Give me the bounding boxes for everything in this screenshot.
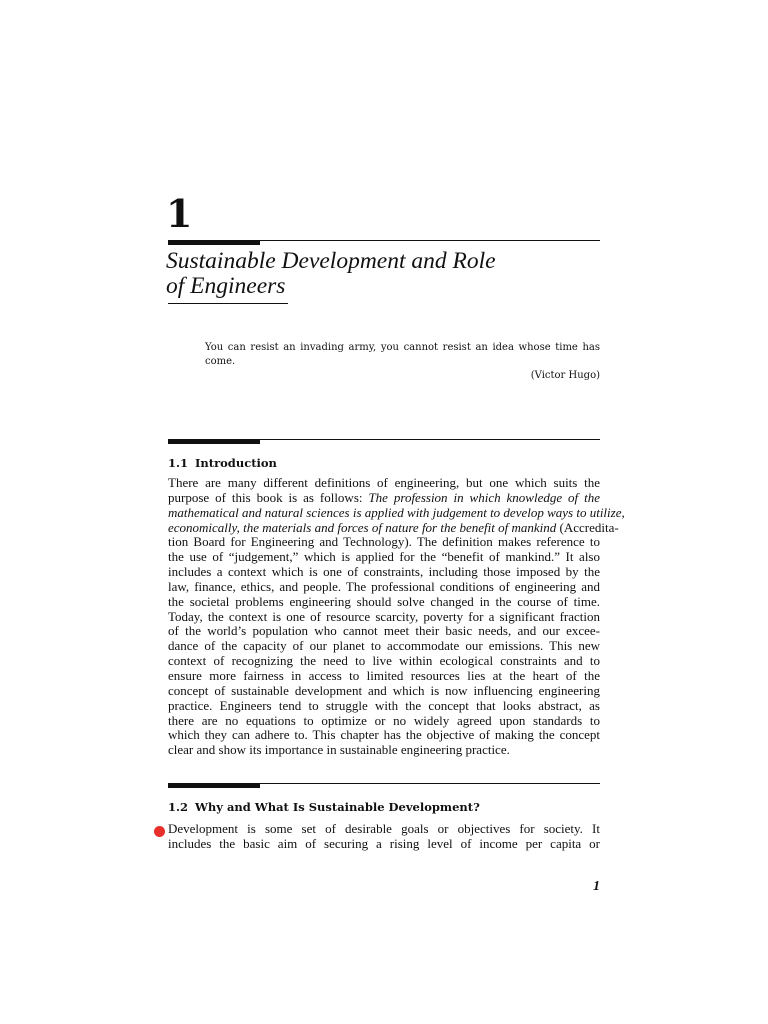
text-line (168, 684, 600, 699)
italic-definition-text: mathematical and natural sciences is applied with judgement to develop ways to utilize, (168, 504, 625, 520)
text-line (168, 504, 625, 521)
epigraph-attribution: (Victor Hugo) (530, 370, 600, 381)
text-segment: of the world’s population who cannot meet their basic needs, and our excee- (168, 623, 600, 639)
section-2-heading (168, 799, 480, 815)
text-segment: practice. Engineers tend to struggle with the concept that looks abstract, as (168, 697, 600, 713)
section-1-number: 1.1 (168, 456, 189, 470)
text-line (168, 519, 619, 536)
text-segment: tion Board for Engineering and Technology). The definition makes reference to (168, 534, 600, 550)
rule-thin-segment (260, 439, 600, 440)
italic-definition-text: economically, the materials and forces of nature for the benefit of mankind (168, 519, 557, 535)
text-line (168, 639, 600, 654)
text-line (168, 624, 600, 639)
text-line (168, 743, 600, 758)
text-line (168, 491, 600, 506)
text-segment: Today, the context is one of resource scarcity, poverty for a significant fraction (168, 608, 600, 624)
page-number: 1 (593, 879, 600, 894)
text-segment: the societal problems engineering should solve changed in the course of time. (168, 593, 600, 609)
section-2-body (168, 822, 600, 852)
section-2-number: 1.2 (168, 800, 189, 814)
text-line (168, 565, 600, 580)
text-segment: law, finance, ethics, and people. The professional conditions of engineering and (168, 578, 600, 594)
text-segment: dance of the capacity of our planet to accommodate our emissions. This new (168, 638, 600, 654)
rule-thin-segment (260, 783, 600, 784)
text-line (168, 714, 600, 729)
rule-thick-segment (168, 439, 260, 444)
section-1-heading (168, 455, 277, 471)
text-segment: includes a context which is one of constraints, including those imposed by the (168, 564, 600, 580)
chapter-title-underline (168, 303, 288, 304)
text-segment: There are many different definitions of engineering, but one which suits the (168, 475, 600, 490)
text-line (168, 669, 600, 684)
text-segment: the use of “judgement,” which is applied for the “benefit of mankind.” It also (168, 549, 600, 565)
rule-thin-segment (260, 240, 600, 241)
chapter-number: 1 (166, 191, 193, 236)
text-segment: purpose of this book is as follows: (168, 489, 369, 505)
chapter-title-line-2: of Engineers (166, 273, 286, 299)
chapter-title (166, 249, 606, 299)
text-line (168, 837, 600, 852)
text-line (168, 822, 600, 837)
section-1-body (168, 475, 625, 758)
red-marker-icon (154, 826, 165, 837)
text-line (168, 580, 600, 595)
chapter-title-line-1: Sustainable Development and Role (166, 248, 496, 274)
section-1-title: Introduction (195, 456, 277, 470)
text-segment: includes the basic aim of securing a rising level of income per capita or (168, 835, 600, 851)
text-segment: which they can adhere to. This chapter has the objective of making the concept (168, 727, 600, 743)
text-line (168, 550, 600, 565)
text-segment: context of recognizing the need to live within ecological constraints and to (168, 653, 600, 669)
text-line (168, 728, 600, 743)
section-2-title: Why and What Is Sustainable Development? (195, 800, 480, 814)
text-segment: ensure more fairness in access to limited resources lies at the heart of the (168, 667, 600, 683)
text-segment: Development is some set of desirable goals or objectives for society. It (168, 821, 600, 836)
italic-definition-text: The profession in which knowledge of the (368, 489, 600, 505)
text-line (168, 476, 600, 491)
text-line (168, 699, 600, 714)
text-segment: (Accredita- (556, 519, 619, 535)
section-2-rule (168, 783, 600, 788)
epigraph-quote: You can resist an invading army, you cannot resist an idea whose time has come. (205, 342, 600, 367)
text-segment: concept of sustainable development and which is now influencing engineering (168, 682, 600, 698)
rule-thick-segment (168, 240, 260, 245)
text-segment: there are no equations to optimize or no widely agreed upon standards to (168, 712, 600, 728)
text-line (168, 610, 600, 625)
text-line (168, 535, 600, 550)
text-line (168, 654, 600, 669)
rule-thick-segment (168, 783, 260, 788)
section-1-rule (168, 439, 600, 444)
chapter-rule (168, 240, 600, 245)
text-segment: clear and show its importance in sustainable engineering practice. (168, 742, 510, 758)
text-line (168, 595, 600, 610)
